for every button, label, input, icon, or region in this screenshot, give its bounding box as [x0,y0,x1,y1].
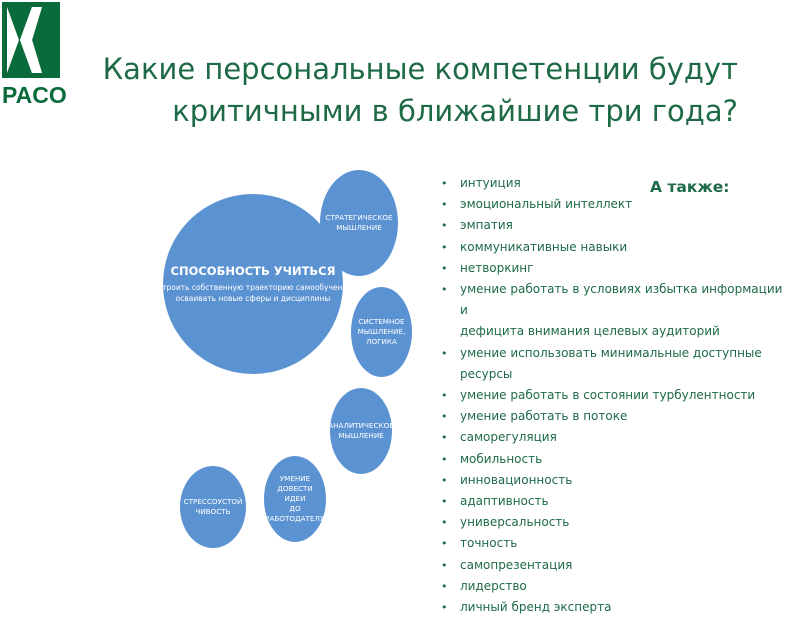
list-item: • умение использовать минимальные доступные ресурсы [438,343,793,385]
bubble-learning-ability [158,194,355,374]
list-item: • самопрезентация [438,555,793,576]
title-line-2: критичными в ближайшие три года? [172,94,738,128]
list-item: • личный бренд эксперта [438,597,793,618]
bubble-analytical-thinking [330,388,392,474]
bubble-main-subtitle-line: строить собственную траекторию самообучения; [158,283,355,292]
list-item: • коммуникативные навыки [438,237,793,258]
bubble-systems-thinking [351,287,412,377]
list-item: • адаптивность [438,491,793,512]
bubble-label-line: РАБОТОДАТЕЛЯ [265,514,325,523]
bubble-label-line: ЛОГИКА [366,337,397,346]
bubble-label-line: СТРЕССОУСТОЙ [183,497,243,506]
bubble-main-subtitle-line: осваивать новые сферы и дисциплины [175,294,331,303]
list-item-line: дефицита внимания целевых аудиторий [460,324,720,339]
list-item: • точность [438,533,793,554]
bubble-label-line: СИСТЕМНОЕ [358,317,405,326]
bubble-main-subtitle [158,282,355,304]
list-item: • эмпатия [438,215,793,236]
bubble-label-line: АНАЛИТИЧЕСКОЕ [328,421,394,430]
bubble-label-line: ЧИВОСТЬ [195,507,231,516]
list-item: • умение работать в состоянии турбулентности [438,385,793,406]
logo-text: PACO [2,82,67,108]
bubble-label-line: ДО [289,504,301,513]
title-line-1: Какие персональные компетенции будут [102,52,738,86]
bubble-label-line: МЫШЛЕНИЕ [336,223,382,232]
bubble-main-title: СПОСОБНОСТЬ УЧИТЬСЯ [170,264,336,278]
list-item: • инновационность [438,470,793,491]
list-item-line: умение работать в условиях избытка информации и [460,282,783,318]
bubble-label-line: МЫШЛЕНИЕ, [357,327,406,336]
list-item [438,279,793,343]
list-item: • нетворкинг [438,258,793,279]
list-item: • универсальность [438,512,793,533]
list-item: • умение работать в потоке [438,406,793,427]
list-item: • эмоциональный интеллект [438,194,793,215]
list-item: • саморегуляция [438,427,793,448]
bubble-pitch-ideas [264,456,326,542]
bubble-label-line: СТРАТЕГИЧЕСКОЕ [325,213,393,222]
list-item: • интуиция [438,173,793,194]
bubble-strategic-thinking [320,170,398,276]
bubble-label-line: УМЕНИЕ [279,474,311,483]
list-item: • лидерство [438,576,793,597]
competency-list [438,173,793,618]
bubble-stress-resistance [180,466,246,548]
bubble-label-line: ДОВЕСТИ ИДЕИ [277,484,313,503]
list-item: • мобильность [438,449,793,470]
bubble-label-line: МЫШЛЕНИЕ [338,431,384,440]
also-label: А также: [650,178,730,196]
